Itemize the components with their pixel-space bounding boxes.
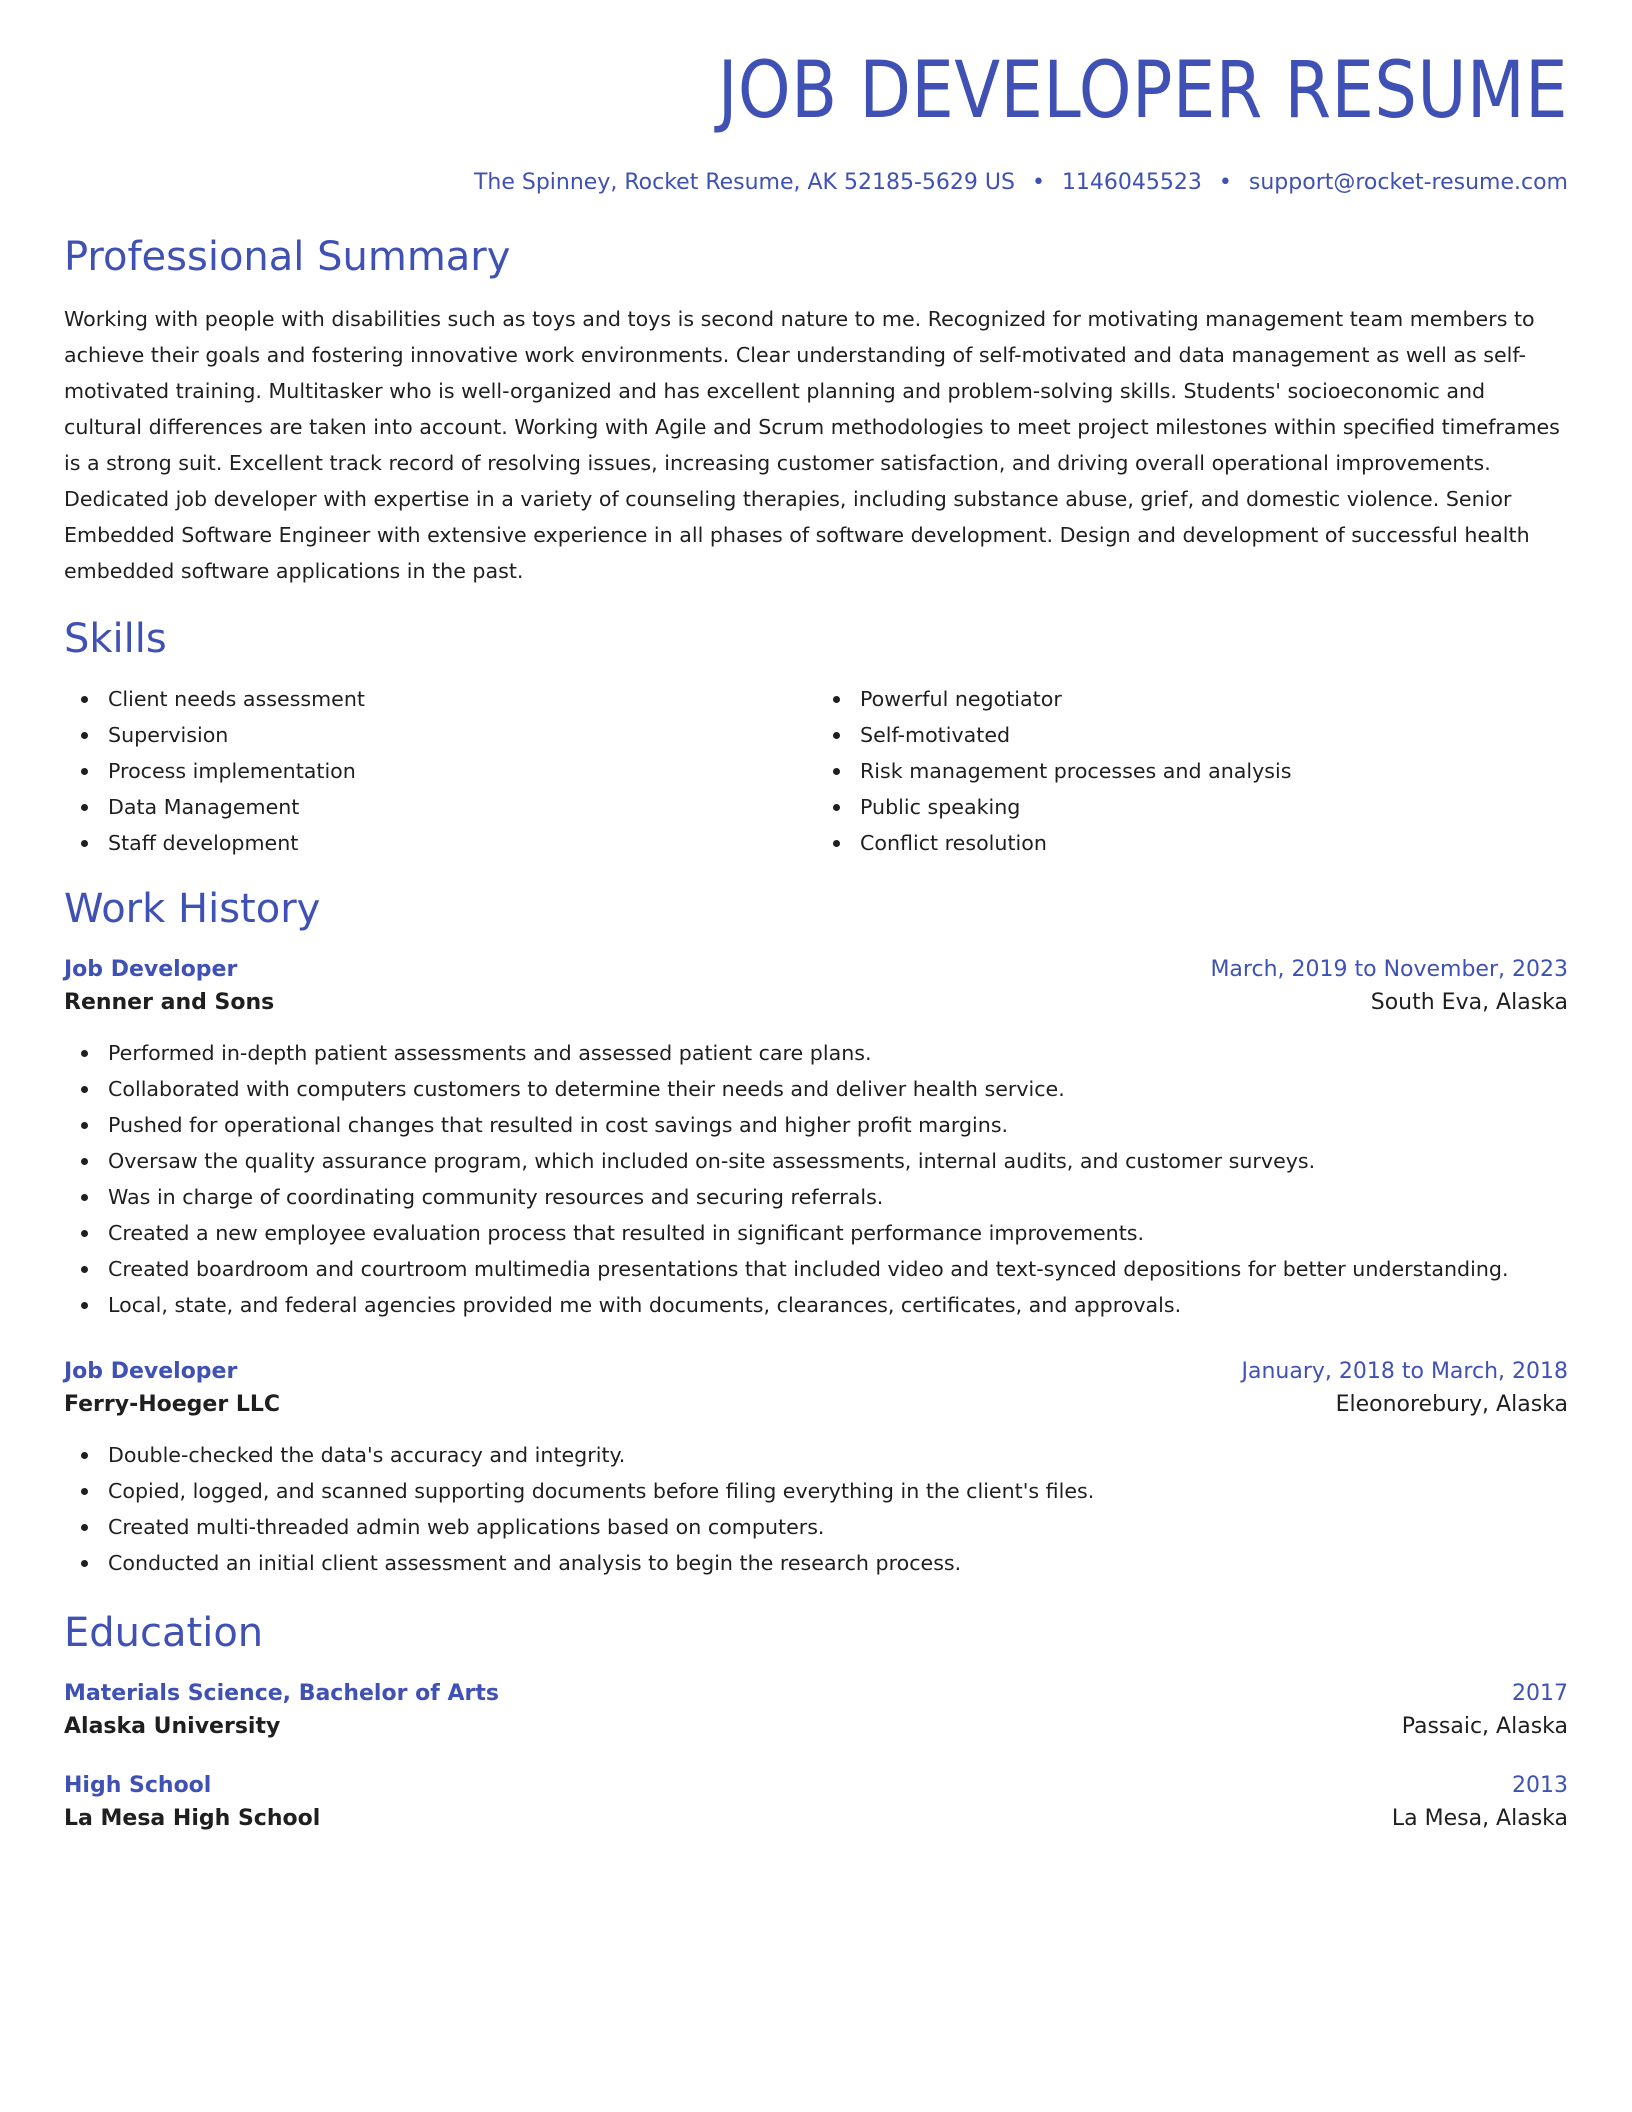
skill-item: Conflict resolution [816,825,1568,861]
education-entry [64,1773,1568,1831]
skills-section [64,617,1568,861]
job-bullet: Oversaw the quality assurance program, which included on-site assessments, internal audits, and customer surveys. [64,1143,1568,1179]
education-degree-row [64,1773,1568,1798]
graduation-year: 2017 [1512,1681,1568,1706]
job-dates: March, 2019 to November, 2023 [1210,957,1568,982]
skill-item: Powerful negotiator [816,681,1568,717]
contact-phone: 1146045523 [1061,170,1202,195]
work-history-section [64,887,1568,1581]
summary-text: Working with people with disabilities such as toys and toys is second nature to me. Recognized for motivating management team members to achieve their goals and fostering innovative work environments. Clear understanding of self-motivated and data management as well as self-motivated training. Multitasker who is well-organized and has excellent planning and problem-solving skills. Students' socioeconomic and cultural differences are taken into account. Working with Agile and Scrum methodologies to meet project milestones within specified timeframes is a strong suit. Excellent track record of resolving issues, increasing customer satisfaction, and driving overall operational improvements. Dedicated job developer with expertise in a variety of counseling therapies, including substance abuse, grief, and domestic violence. Senior Embedded Software Engineer with extensive experience in all phases of software development. Design and development of successful health embedded software applications in the past. [64,307,1560,583]
job-bullet: Created a new employee evaluation process that resulted in significant performance improvements. [64,1215,1568,1251]
job-location: Eleonorebury, Alaska [1335,1392,1568,1417]
job-bullet: Was in charge of coordinating community resources and securing referrals. [64,1179,1568,1215]
skill-item: Data Management [64,789,816,825]
work-entry [64,957,1568,1323]
degree-name: Materials Science, Bachelor of Arts [64,1681,499,1706]
contact-separator: • [1031,170,1045,195]
job-bullets [64,1437,1568,1581]
job-bullet: Pushed for operational changes that resulted in cost savings and higher profit margins. [64,1107,1568,1143]
education-heading: Education [64,1610,264,1656]
resume-name: JOB DEVELOPER RESUME [717,46,1568,136]
skill-item: Supervision [64,717,816,753]
work-history-heading: Work History [64,886,321,932]
contact-separator: • [1218,170,1232,195]
work-entry-title-row [64,957,1568,982]
job-bullet: Conducted an initial client assessment and analysis to begin the research process. [64,1545,1568,1581]
work-entry-company-row [64,1392,1568,1417]
job-title: Job Developer [64,1359,238,1384]
education-entry [64,1681,1568,1739]
skill-item: Staff development [64,825,816,861]
skills-grid [64,681,1568,861]
graduation-year: 2013 [1512,1773,1568,1798]
work-entry-company-row [64,990,1568,1015]
degree-name: High School [64,1773,212,1798]
company-name: Ferry-Hoeger LLC [64,1392,281,1417]
work-entry-title-row [64,1359,1568,1384]
education-degree-row [64,1681,1568,1706]
education-section [64,1611,1568,1831]
skill-item: Self-motivated [816,717,1568,753]
skills-heading: Skills [64,616,167,662]
company-name: Renner and Sons [64,990,275,1015]
contact-address: The Spinney, Rocket Resume, AK 52185-5629 US [473,170,1015,195]
job-bullet: Created multi-threaded admin web applications based on computers. [64,1509,1568,1545]
skills-column-left [64,681,816,861]
skill-item: Process implementation [64,753,816,789]
summary-heading: Professional Summary [64,234,511,280]
job-bullet: Local, state, and federal agencies provided me with documents, clearances, certificates, and approvals. [64,1287,1568,1323]
contact-line [64,170,1568,195]
job-title: Job Developer [64,957,238,982]
resume-header [64,0,1568,195]
job-bullet: Double-checked the data's accuracy and integrity. [64,1437,1568,1473]
job-location: South Eva, Alaska [1370,990,1568,1015]
skills-column-right [816,681,1568,861]
job-bullet: Performed in-depth patient assessments and assessed patient care plans. [64,1035,1568,1071]
summary-section [64,235,1568,589]
school-location: La Mesa, Alaska [1391,1806,1568,1831]
skill-item: Client needs assessment [64,681,816,717]
skill-item: Public speaking [816,789,1568,825]
school-location: Passaic, Alaska [1401,1714,1568,1739]
contact-email: support@rocket-resume.com [1248,170,1568,195]
work-entry [64,1359,1568,1581]
education-school-row [64,1714,1568,1739]
job-bullet: Collaborated with computers customers to determine their needs and deliver health service. [64,1071,1568,1107]
school-name: La Mesa High School [64,1806,321,1831]
education-school-row [64,1806,1568,1831]
job-bullet: Created boardroom and courtroom multimedia presentations that included video and text-synced depositions for better understanding. [64,1251,1568,1287]
school-name: Alaska University [64,1714,281,1739]
job-bullet: Copied, logged, and scanned supporting documents before filing everything in the client's files. [64,1473,1568,1509]
job-bullets [64,1035,1568,1323]
skill-item: Risk management processes and analysis [816,753,1568,789]
job-dates: January, 2018 to March, 2018 [1241,1359,1568,1384]
